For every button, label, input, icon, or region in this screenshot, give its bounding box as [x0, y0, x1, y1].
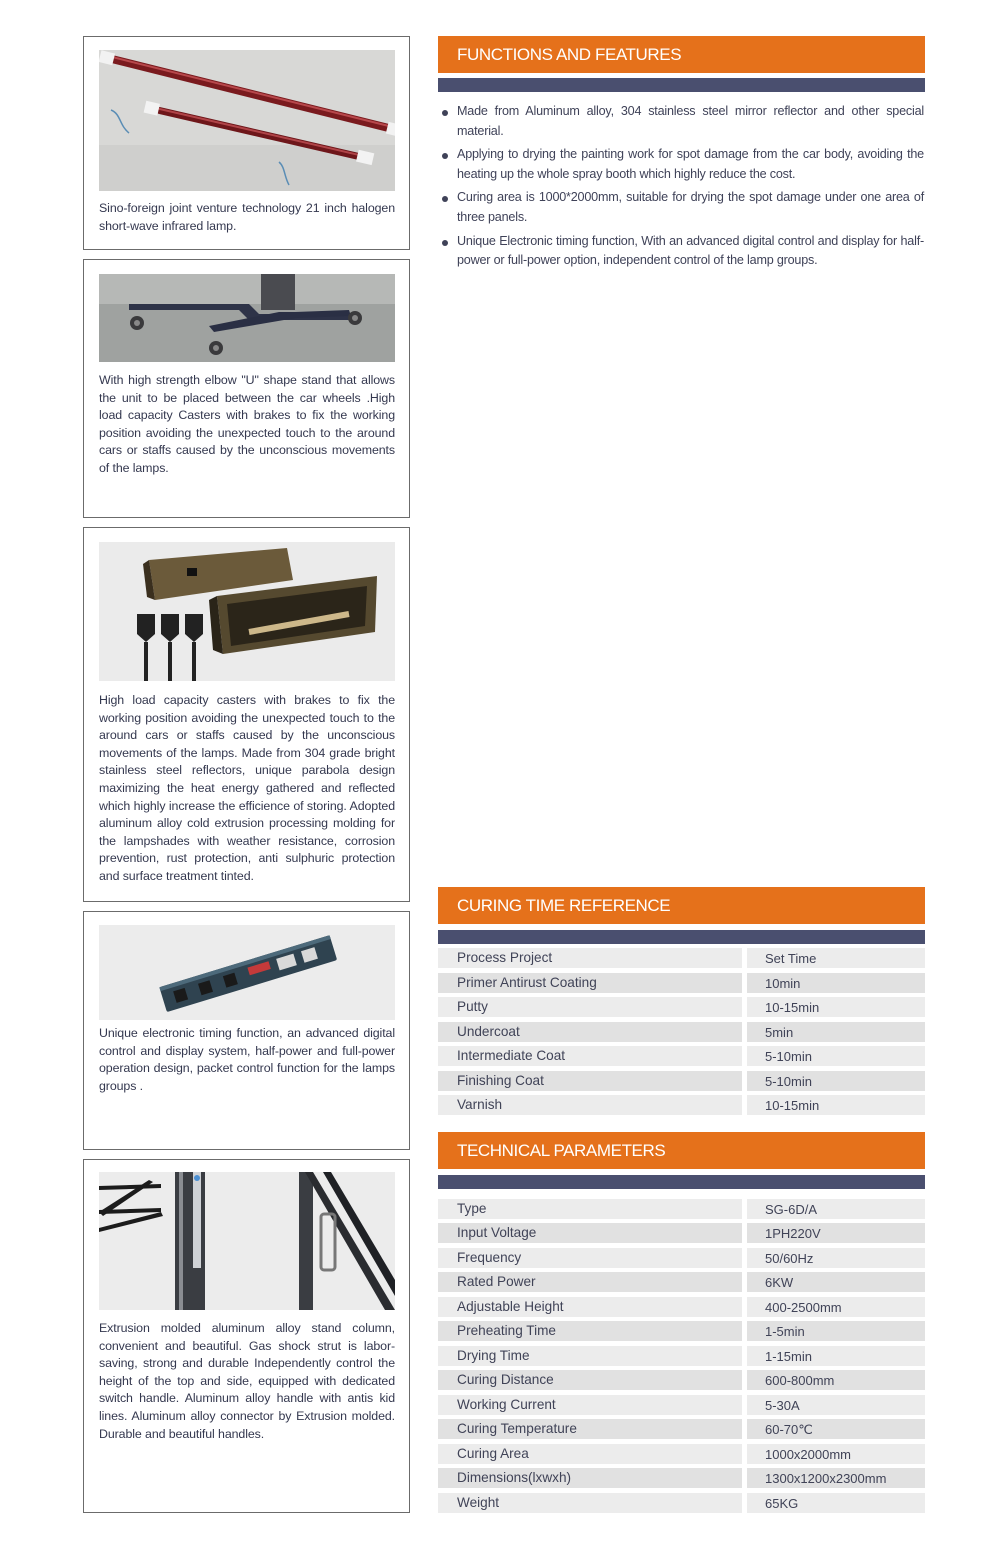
cell-label: Input Voltage — [457, 1225, 537, 1240]
feature-item: Curing area is 1000*2000mm, suitable for drying the spot damage under one area of three panels. — [441, 188, 924, 227]
cell-value: 5-10min — [765, 1049, 812, 1064]
cell-label: Curing Area — [457, 1446, 529, 1461]
table-row — [438, 1395, 925, 1415]
cell-value: 400-2500mm — [765, 1300, 842, 1315]
table-row — [438, 1468, 925, 1488]
curing-title: CURING TIME REFERENCE — [457, 896, 671, 915]
table-row — [438, 1444, 925, 1464]
cell-value: 10-15min — [765, 1000, 820, 1015]
bullet-icon — [442, 240, 448, 246]
cell-value: SG-6D/A — [765, 1202, 818, 1217]
cell-value: 6KW — [765, 1275, 794, 1290]
cell-label: Finishing Coat — [457, 1073, 544, 1088]
card-description: With high strength elbow "U" shape stand that allows the unit to be placed between the car wheels .High load capacity Casters with brakes to fix the working position avoiding the unexpected touch to the around cars or staffs caused by the unconscious movements of the lamps. — [99, 373, 395, 475]
stand-column-image — [99, 1172, 395, 1310]
curing-header — [438, 887, 925, 924]
cell-label: Adjustable Height — [457, 1299, 564, 1314]
bullet-icon — [442, 196, 448, 202]
cell-label: Dimensions(lxwxh) — [457, 1470, 572, 1485]
cell-label: Primer Antirust Coating — [457, 975, 597, 990]
table-row — [438, 1223, 925, 1243]
product-card-column — [83, 1159, 410, 1513]
table-row — [438, 1199, 925, 1219]
table-row — [438, 1095, 925, 1115]
features-divider — [438, 78, 925, 92]
cell-value: 1-5min — [765, 1324, 805, 1339]
cell-label: Weight — [457, 1495, 500, 1510]
table-row — [438, 1248, 925, 1268]
cell-label: Type — [457, 1201, 487, 1216]
table-row — [438, 1022, 925, 1042]
cell-value: 5-10min — [765, 1074, 812, 1089]
cell-label: Curing Temperature — [457, 1421, 577, 1436]
card-description: High load capacity casters with brakes to fix the working position avoiding the unexpected touch to the around cars or staffs caused by the unconscious movements of the lamps. Made from 304 grade bright stainless steel reflectors, unique parabola design maximizing the heat energy gathered and reflected which highly increase the efficience of storing. Adopted aluminum alloy cold extrusion processing molding for the lampshades with weather resistance, corrosion prevention, rust protection, anti sulphuric protection and surface treatment tinted. — [99, 693, 395, 883]
cell-value: Set Time — [765, 951, 817, 966]
cell-value: 1000x2000mm — [765, 1447, 851, 1462]
cell-value: 1-15min — [765, 1349, 812, 1364]
cell-label: Frequency — [457, 1250, 522, 1265]
technical-header — [438, 1132, 925, 1169]
cell-value: 5min — [765, 1025, 794, 1040]
feature-item: Made from Aluminum alloy, 304 stainless steel mirror reflector and other special material. — [441, 102, 924, 141]
control-panel-image — [99, 925, 395, 1020]
feature-item: Applying to drying the painting work for spot damage from the car body, avoiding the heating up the whole spray booth which highly reduce the cost. — [441, 145, 924, 184]
table-row — [438, 1493, 925, 1513]
table-row — [438, 1321, 925, 1341]
table-row — [438, 1297, 925, 1317]
table-row — [438, 1370, 925, 1390]
cell-label: Process Project — [457, 950, 553, 965]
cell-value: 10-15min — [765, 1098, 820, 1113]
cell-label: Intermediate Coat — [457, 1048, 566, 1063]
halogen-lamp-image — [99, 50, 395, 191]
table-row — [438, 1346, 925, 1366]
product-card-lamp — [83, 36, 410, 250]
cell-value: 5-30A — [765, 1398, 800, 1413]
cell-value: 1300x1200x2300mm — [765, 1471, 887, 1486]
cell-label: Varnish — [457, 1097, 503, 1112]
product-card-reflector — [83, 527, 410, 902]
cell-value: 10min — [765, 976, 801, 991]
cell-label: Putty — [457, 999, 488, 1014]
curing-divider — [438, 930, 925, 944]
card-description: Unique electronic timing function, an advanced digital control and display system, half-power and full-power operation design, packet control function for the lamps groups . — [99, 1026, 395, 1093]
table-row — [438, 1071, 925, 1091]
cell-label: Curing Distance — [457, 1372, 554, 1387]
features-list — [441, 102, 924, 275]
cell-label: Preheating Time — [457, 1323, 556, 1338]
bullet-icon — [442, 153, 448, 159]
features-header — [438, 36, 925, 73]
card-description: Extrusion molded aluminum alloy stand column, convenient and beautiful. Gas shock strut is labor-saving, strong and durable Independently control the height of the top and side, equipped with dedicated switch handle. Aluminum alloy handle with antis kid lines. Aluminum alloy connector by Extrusion molded. Durable and beautiful handles. — [99, 1321, 395, 1441]
cell-value: 50/60Hz — [765, 1251, 814, 1266]
cell-label: Working Current — [457, 1397, 556, 1412]
table-row — [438, 1046, 925, 1066]
cell-label: Drying Time — [457, 1348, 530, 1363]
cell-label: Undercoat — [457, 1024, 520, 1039]
table-row — [438, 997, 925, 1017]
cell-value: 1PH220V — [765, 1226, 821, 1241]
technical-title: TECHNICAL PARAMETERS — [457, 1141, 666, 1160]
technical-divider — [438, 1175, 925, 1189]
cell-value: 65KG — [765, 1496, 799, 1511]
features-title: FUNCTIONS AND FEATURES — [457, 45, 682, 64]
cell-value: 600-800mm — [765, 1373, 835, 1388]
stand-base-image — [99, 274, 395, 362]
table-row — [438, 1272, 925, 1292]
product-card-stand — [83, 259, 410, 518]
product-card-control — [83, 911, 410, 1150]
cell-value: 60-70℃ — [765, 1422, 813, 1437]
table-row — [438, 1419, 925, 1439]
table-row — [438, 973, 925, 993]
table-row — [438, 948, 925, 968]
card-description: Sino-foreign joint venture technology 21 inch halogen short-wave infrared lamp. — [99, 201, 395, 233]
cell-label: Rated Power — [457, 1274, 536, 1289]
feature-item: Unique Electronic timing function, With an advanced digital control and display for half-power or full-power option, independent control of the lamp groups. — [441, 232, 924, 271]
bullet-icon — [442, 110, 448, 116]
lamp-head-image — [99, 542, 395, 681]
